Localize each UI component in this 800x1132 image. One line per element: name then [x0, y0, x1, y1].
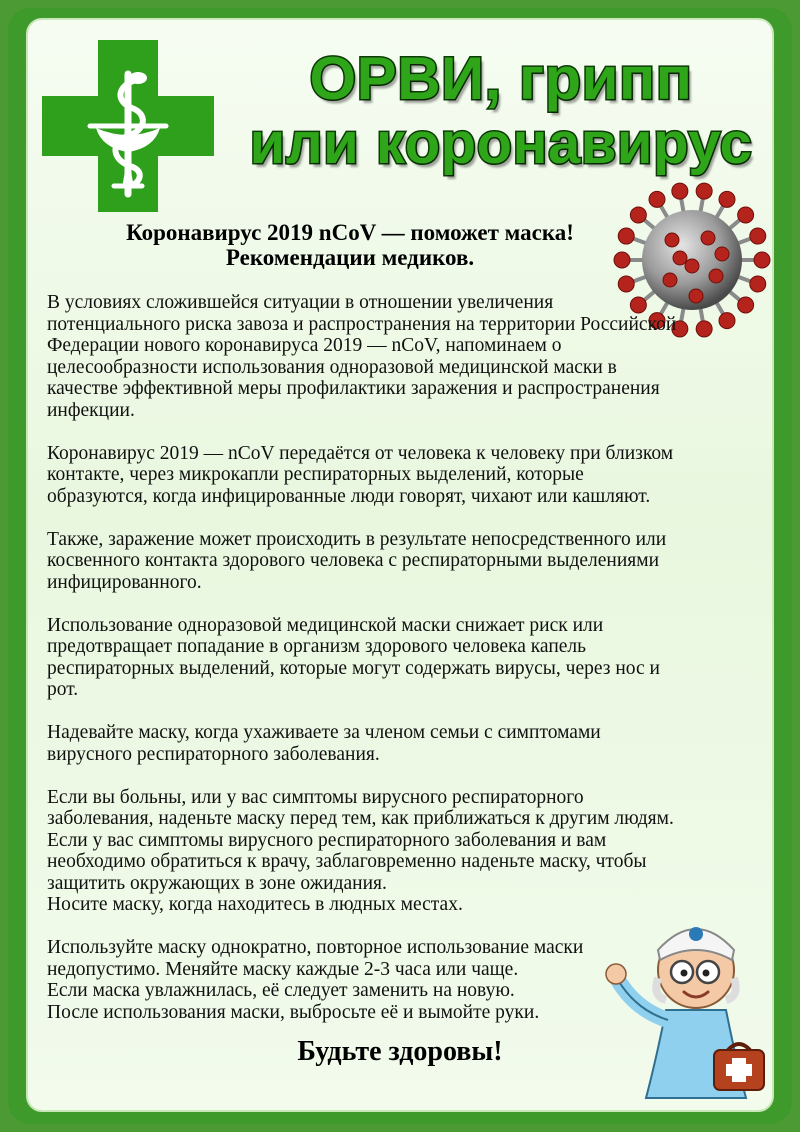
paragraph-line: В условиях сложившейся ситуации в отношении увеличения	[47, 292, 554, 313]
paragraph-line: Федерации нового коронавируса 2019 — nCoV, напоминаем о	[47, 335, 562, 356]
paragraph-line: недопустимо. Меняйте маску каждые 2-3 часа или чаще.	[47, 958, 519, 980]
paragraph-line: Используйте маску однократно, повторное использование маски	[47, 937, 584, 958]
poster-title-line1: ОРВИ, грипп	[309, 45, 693, 112]
paragraph-line: Если вы больны, или у вас симптомы вирусного респираторного	[47, 786, 584, 808]
paragraph-line: качестве эффективной меры профилактики заражения и распространения	[47, 378, 660, 399]
paragraph-line: Если маска увлажнилась, её следует заменить на новую.	[47, 980, 515, 1001]
subtitle-line2: Рекомендации медиков.	[225, 245, 475, 270]
paragraph-line: Коронавирус 2019 — nCoV передаётся от человека к человеку при близком	[47, 442, 674, 464]
paragraph	[47, 787, 762, 916]
paragraph-line: необходимо обратиться к врачу, заблаговременно наденьте маску, чтобы	[47, 851, 647, 872]
medical-cross-icon	[38, 36, 218, 216]
paragraph-line: Надевайте маску, когда ухаживаете за членом семьи с симптомами	[47, 722, 601, 743]
paragraph-line: защитить окружающих в зоне ожидания.	[47, 872, 387, 894]
paragraph-line: инфицированного.	[47, 571, 202, 593]
paragraph-line: целесообразности использования одноразовой медицинской маски в	[47, 356, 617, 378]
paragraph-line: Носите маску, когда находитесь в людных местах.	[47, 894, 463, 915]
paragraph-line: Также, заражение может происходить в результате непосредственного или	[47, 528, 667, 550]
subtitle-line1: Коронавирус 2019 nCoV — поможет маска!	[126, 220, 574, 245]
paragraph-line: После использования маски, выбросьте её и вымойте руки.	[47, 1001, 540, 1023]
paragraph-line: заболевания, наденьте маску перед тем, как приближаться к другим людям.	[47, 808, 674, 829]
poster-title-line2: или коронавирус	[249, 111, 753, 176]
paragraph-line: вирусного респираторного заболевания.	[47, 743, 380, 765]
paragraph-line: потенциального риска завоза и распространения на территории Российской	[47, 313, 677, 335]
subtitle	[60, 220, 640, 270]
paragraph-line: рот.	[47, 679, 79, 700]
paragraph-line: респираторных выделений, которые могут содержать вирусы, через нос и	[47, 657, 660, 679]
doctor-cartoon	[596, 900, 786, 1100]
paragraph-line: косвенного контакта здорового человека с респираторными выделениями	[47, 550, 660, 571]
paragraph-line: Использование одноразовой медицинской маски снижает риск или	[47, 614, 604, 636]
paragraph	[47, 615, 762, 701]
paragraph-line: предотвращает попадание в организм здорового человека капель	[47, 636, 587, 657]
paragraph-line: образуются, когда инфицированные люди говорят, чихают или кашляют.	[47, 485, 651, 507]
footer-text: Будьте здоровы!	[297, 1036, 503, 1067]
paragraph	[47, 292, 762, 421]
paragraph	[47, 443, 762, 508]
paragraph-line: Если у вас симптомы вирусного респираторного заболевания и вам	[47, 829, 607, 851]
paragraph-line: контакте, через микрокапли респираторных выделений, которые	[47, 464, 584, 485]
paragraph	[47, 529, 762, 594]
paragraph-line: инфекции.	[47, 399, 135, 421]
paragraph	[47, 722, 762, 765]
